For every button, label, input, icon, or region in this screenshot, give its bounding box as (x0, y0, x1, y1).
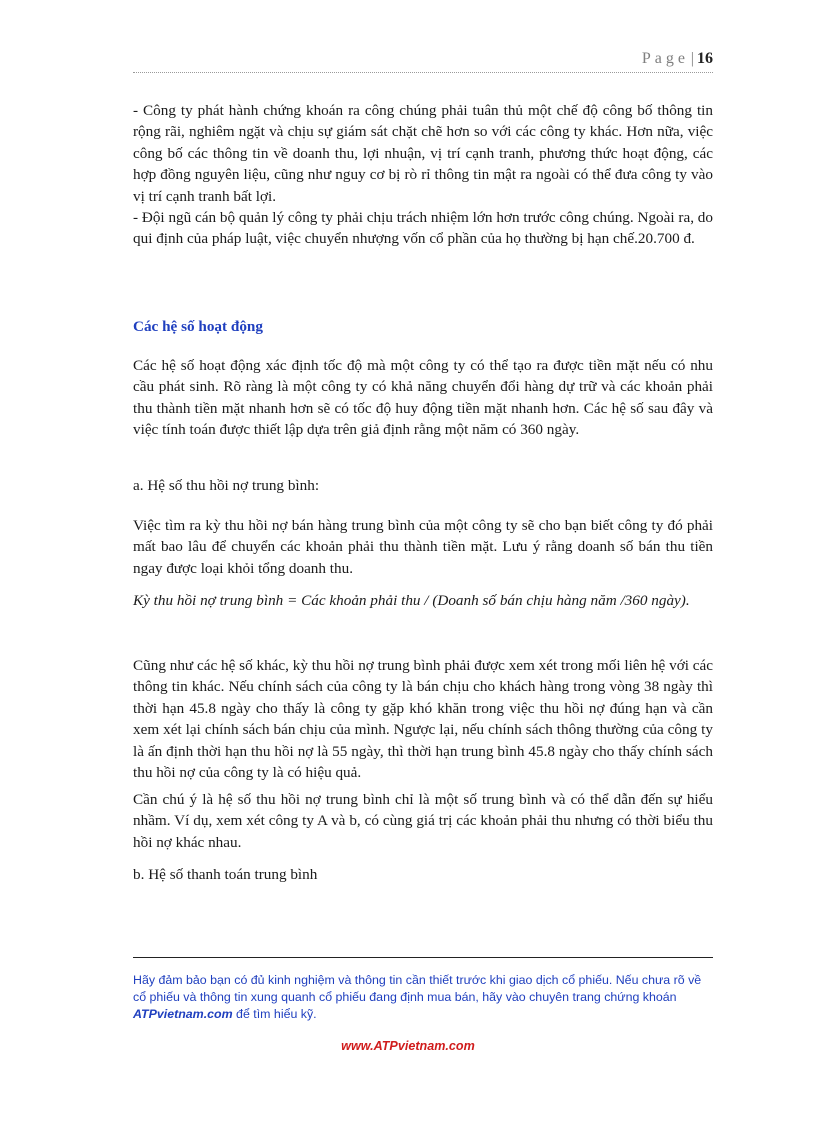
footer-text-after: để tìm hiểu kỹ. (232, 1007, 317, 1021)
page-separator: | (690, 50, 694, 67)
section-paragraph-3-block (133, 655, 713, 783)
section-heading: Các hệ số hoạt động (133, 318, 263, 335)
subheading-b-block (133, 864, 713, 885)
intro-block (133, 100, 713, 250)
section-paragraph-1-block (133, 355, 713, 441)
page-label: Page (641, 50, 689, 67)
section-paragraph-2: Việc tìm ra kỳ thu hồi nợ bán hàng trung bình của một công ty sẽ cho bạn biết công ty đó phải mất bao lâu để chuyển các khoản phải thu thành tiền mặt. Lưu ý rằng doanh số bán thu tiền ngay được loại khỏi tổng doanh thu. (133, 517, 713, 577)
formula-text: Kỳ thu hồi nợ trung bình = Các khoản phải thu / (Doanh số bán chịu hàng năm /360 ngày). (133, 592, 690, 609)
page-header (133, 50, 713, 73)
subheading-a-block (133, 475, 713, 496)
footer-text-before: Hãy đảm bảo bạn có đủ kinh nghiệm và thông tin cần thiết trước khi giao dịch cổ phiếu. Nếu chưa rõ về cổ phiếu và thông tin xung quanh cổ phiếu đang định mua bán, hãy vào chuyên trang chứng khoán (133, 973, 702, 1004)
section-paragraph-2-block (133, 515, 713, 579)
intro-paragraph-2: - Đội ngũ cán bộ quản lý công ty phải chịu trách nhiệm lớn hơn trước công chúng. Ngoài ra, do qui định của pháp luật, việc chuyển nhượng vốn cổ phần của họ thường bị hạn chế.20.700 đ. (133, 209, 713, 248)
footer-website-link[interactable]: www.ATPvietnam.com (341, 1039, 475, 1053)
section-paragraph-4-block (133, 789, 713, 853)
formula-block (133, 590, 713, 611)
subheading-b: b. Hệ số thanh toán trung bình (133, 866, 318, 883)
page-number: 16 (697, 50, 713, 67)
subheading-a: a. Hệ số thu hồi nợ trung bình: (133, 477, 320, 494)
footer-divider (133, 957, 713, 958)
section-paragraph-3: Cũng như các hệ số khác, kỳ thu hồi nợ trung bình phải được xem xét trong mối liên hệ với các thông tin khác. Nếu chính sách của công ty là bán chịu cho khách hàng trong vòng 38 ngày thì thời hạn 45.8 ngày cho thấy là công ty gặp khó khăn trong việc thu hồi nợ đúng hạn và cần xem xét lại chính sách bán chịu của mình. Ngược lại, nếu chính sách thông thường của công ty là ấn định thời hạn thu hồi nợ là 55 ngày, thì thời hạn trung bình 45.8 ngày cho thấy chính sách thu hồi nợ của công ty là có hiệu quả. (133, 657, 713, 782)
footer-brand-link[interactable]: ATPvietnam.com (133, 1007, 233, 1021)
section-paragraph-1: Các hệ số hoạt động xác định tốc độ mà một công ty có thể tạo ra được tiền mặt nếu có nhu cầu phát sinh. Rõ ràng là một công ty có khả năng chuyển đổi hàng dự trữ và các khoản phải thu thành tiền mặt nhanh hơn sẽ có tốc độ huy động tiền mặt nhanh hơn. Các hệ số sau đây và việc tính toán được thiết lập dựa trên giả định rằng một năm có 360 ngày. (133, 357, 713, 439)
intro-paragraph-1: - Công ty phát hành chứng khoán ra công chúng phải tuân thủ một chế độ công bố thông tin rộng rãi, nghiêm ngặt và chịu sự giám sát chặt chẽ hơn so với các công ty khác. Hơn nữa, việc công bố các thông tin về doanh thu, lợi nhuận, vị trí cạnh tranh, phương thức hoạt động, các hợp đồng nguyên liệu, cũng như nguy cơ bị rò rỉ thông tin mật ra ngoài có thể đưa công ty vào vị trí cạnh tranh bất lợi. (133, 102, 713, 205)
footer-notice (133, 972, 713, 1023)
section-paragraph-4: Cần chú ý là hệ số thu hồi nợ trung bình chỉ là một số trung bình và có thể dẫn đến sự hiểu nhầm. Ví dụ, xem xét công ty A và b, có cùng giá trị các khoản phải thu nhưng có thời biểu thu hồi nợ khác nhau. (133, 791, 713, 851)
